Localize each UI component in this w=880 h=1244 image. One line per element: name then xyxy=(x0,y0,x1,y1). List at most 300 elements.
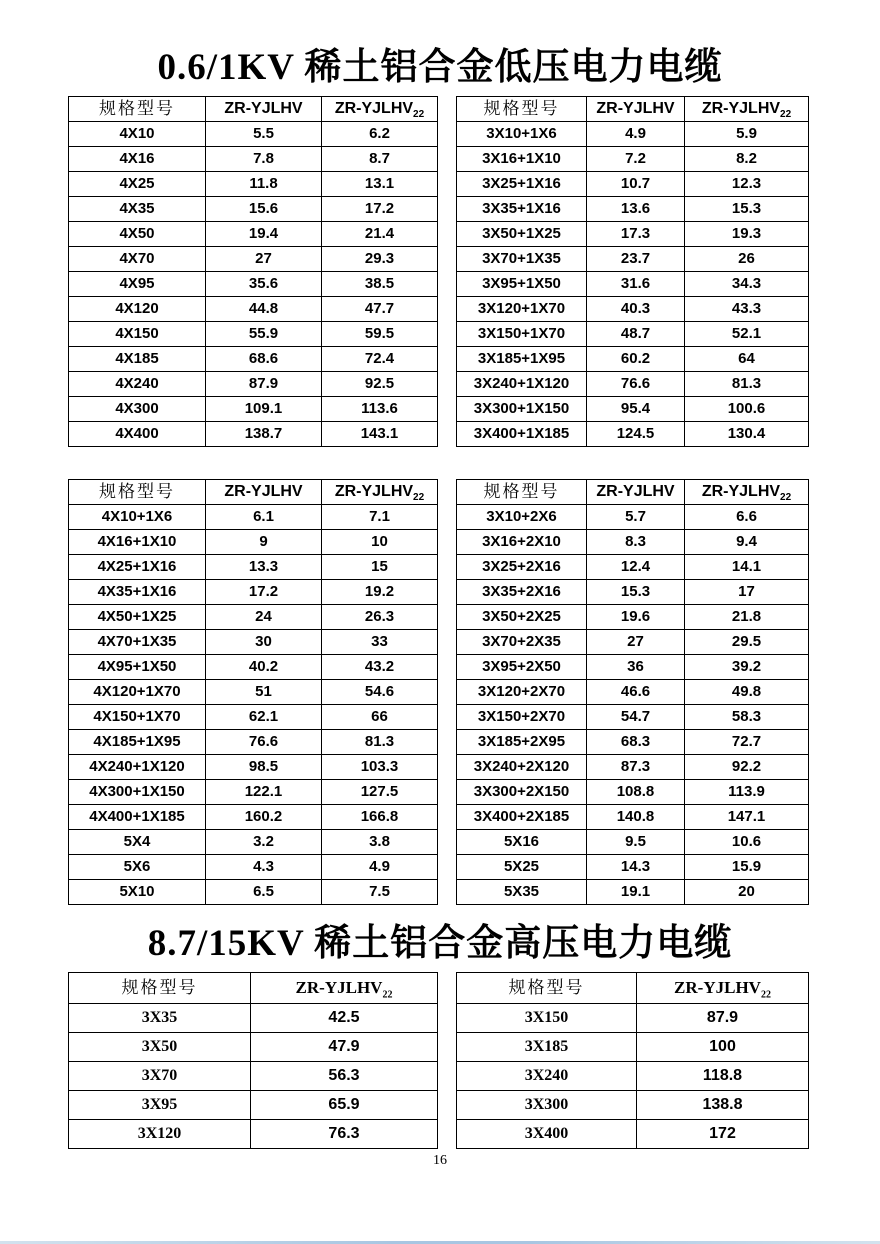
spec-cell: 3X300+2X150 xyxy=(457,780,587,805)
value-cell: 7.1 xyxy=(322,505,438,530)
spec-cell: 5X6 xyxy=(69,855,206,880)
table-row xyxy=(457,605,809,630)
value-cell: 5.5 xyxy=(206,122,322,147)
value-cell: 29.5 xyxy=(685,630,809,655)
spec-cell: 4X50+1X25 xyxy=(69,605,206,630)
table-row xyxy=(457,222,809,247)
value-cell: 100.6 xyxy=(685,397,809,422)
table-row xyxy=(457,1062,809,1091)
zr-yjlhv22-subscript: 22 xyxy=(780,492,792,504)
value-cell: 15.9 xyxy=(685,855,809,880)
value-cell: 13.1 xyxy=(322,172,438,197)
value-cell: 6.2 xyxy=(322,122,438,147)
value-cell: 130.4 xyxy=(685,422,809,447)
value-cell: 15.3 xyxy=(587,580,685,605)
table-row xyxy=(457,322,809,347)
zr-yjlhv-header: ZR-YJLHV xyxy=(587,97,685,122)
value-cell: 109.1 xyxy=(206,397,322,422)
value-cell: 6.5 xyxy=(206,880,322,905)
spec-cell: 3X400 xyxy=(457,1120,637,1149)
spec-cell: 4X70+1X35 xyxy=(69,630,206,655)
table-row xyxy=(69,680,438,705)
value-cell: 8.7 xyxy=(322,147,438,172)
value-cell: 138.7 xyxy=(206,422,322,447)
zr-yjlhv22-header xyxy=(322,480,438,505)
table-row xyxy=(69,322,438,347)
table-lv-4plus1-5core xyxy=(68,479,438,905)
spec-header: 规格型号 xyxy=(69,480,206,505)
value-cell: 31.6 xyxy=(587,272,685,297)
page-number: 16 xyxy=(433,1153,447,1168)
value-cell: 76.3 xyxy=(251,1120,438,1149)
table-row xyxy=(69,247,438,272)
value-cell: 29.3 xyxy=(322,247,438,272)
spec-cell: 3X35 xyxy=(69,1004,251,1033)
table-row xyxy=(457,530,809,555)
table-row xyxy=(69,347,438,372)
spec-cell: 3X120 xyxy=(69,1120,251,1149)
value-cell: 58.3 xyxy=(685,705,809,730)
spec-cell: 3X70 xyxy=(69,1062,251,1091)
value-cell: 172 xyxy=(637,1120,809,1149)
table-row xyxy=(69,580,438,605)
spec-cell: 4X400 xyxy=(69,422,206,447)
table-row xyxy=(457,830,809,855)
value-cell: 87.9 xyxy=(206,372,322,397)
value-cell: 122.1 xyxy=(206,780,322,805)
spec-cell: 3X240+2X120 xyxy=(457,755,587,780)
value-cell: 19.4 xyxy=(206,222,322,247)
value-cell: 39.2 xyxy=(685,655,809,680)
spec-cell: 4X240 xyxy=(69,372,206,397)
table-row xyxy=(69,805,438,830)
table-row xyxy=(457,147,809,172)
table-row xyxy=(457,1091,809,1120)
table-row xyxy=(457,197,809,222)
value-cell: 36 xyxy=(587,655,685,680)
value-cell: 10.7 xyxy=(587,172,685,197)
value-cell: 64 xyxy=(685,347,809,372)
table-row xyxy=(457,730,809,755)
spec-cell: 4X10+1X6 xyxy=(69,505,206,530)
table-lv-3plus2-5core xyxy=(456,479,809,905)
value-cell: 15.6 xyxy=(206,197,322,222)
zr-yjlhv22-base: ZR-YJLHV xyxy=(701,483,781,500)
table-row xyxy=(457,555,809,580)
zr-yjlhv22-header xyxy=(322,97,438,122)
table-row xyxy=(457,855,809,880)
value-cell: 14.3 xyxy=(587,855,685,880)
value-cell: 27 xyxy=(587,630,685,655)
table-row xyxy=(69,297,438,322)
spec-cell: 3X16+2X10 xyxy=(457,530,587,555)
spec-cell: 4X95+1X50 xyxy=(69,655,206,680)
value-cell: 19.2 xyxy=(322,580,438,605)
value-cell: 21.4 xyxy=(322,222,438,247)
spec-cell: 3X95 xyxy=(69,1091,251,1120)
table-row xyxy=(69,630,438,655)
spec-cell: 4X70 xyxy=(69,247,206,272)
value-cell: 40.3 xyxy=(587,297,685,322)
zr-yjlhv-header: ZR-YJLHV xyxy=(587,480,685,505)
table-row xyxy=(69,730,438,755)
value-cell: 19.6 xyxy=(587,605,685,630)
value-cell: 127.5 xyxy=(322,780,438,805)
value-cell: 143.1 xyxy=(322,422,438,447)
spec-cell: 4X16 xyxy=(69,147,206,172)
spec-cell: 3X25+1X16 xyxy=(457,172,587,197)
spec-cell: 3X10+1X6 xyxy=(457,122,587,147)
table-row xyxy=(457,880,809,905)
value-cell: 113.9 xyxy=(685,780,809,805)
header-row xyxy=(69,480,438,505)
spec-cell: 4X35+1X16 xyxy=(69,580,206,605)
zr-yjlhv22-base: ZR-YJLHV xyxy=(334,483,414,500)
table-row xyxy=(69,1091,438,1120)
value-cell: 147.1 xyxy=(685,805,809,830)
spec-cell: 4X50 xyxy=(69,222,206,247)
value-cell: 12.3 xyxy=(685,172,809,197)
value-cell: 6.6 xyxy=(685,505,809,530)
value-cell: 166.8 xyxy=(322,805,438,830)
spec-header: 规格型号 xyxy=(457,480,587,505)
value-cell: 76.6 xyxy=(206,730,322,755)
value-cell: 60.2 xyxy=(587,347,685,372)
value-cell: 118.8 xyxy=(637,1062,809,1091)
spec-cell: 5X4 xyxy=(69,830,206,855)
table-row xyxy=(69,172,438,197)
value-cell: 65.9 xyxy=(251,1091,438,1120)
table-row xyxy=(69,1033,438,1062)
value-cell: 7.2 xyxy=(587,147,685,172)
value-cell: 95.4 xyxy=(587,397,685,422)
table-row xyxy=(69,397,438,422)
table-row xyxy=(457,630,809,655)
value-cell: 21.8 xyxy=(685,605,809,630)
spec-cell: 3X300+1X150 xyxy=(457,397,587,422)
value-cell: 3.8 xyxy=(322,830,438,855)
spec-cell: 3X400+2X185 xyxy=(457,805,587,830)
spec-cell: 4X185 xyxy=(69,347,206,372)
value-cell: 140.8 xyxy=(587,805,685,830)
zr-yjlhv-header: ZR-YJLHV xyxy=(206,480,322,505)
spec-cell: 3X16+1X10 xyxy=(457,147,587,172)
value-cell: 100 xyxy=(637,1033,809,1062)
spec-header: 规格型号 xyxy=(69,97,206,122)
zr-yjlhv-header: ZR-YJLHV xyxy=(206,97,322,122)
value-cell: 42.5 xyxy=(251,1004,438,1033)
value-cell: 10.6 xyxy=(685,830,809,855)
zr-yjlhv22-subscript: 22 xyxy=(413,492,425,504)
spec-cell: 3X240+1X120 xyxy=(457,372,587,397)
spec-cell: 4X185+1X95 xyxy=(69,730,206,755)
spec-cell: 3X300 xyxy=(457,1091,637,1120)
table-row xyxy=(69,880,438,905)
table-row xyxy=(457,655,809,680)
value-cell: 20 xyxy=(685,880,809,905)
table-hv-left xyxy=(68,972,438,1149)
value-cell: 124.5 xyxy=(587,422,685,447)
table-row xyxy=(69,855,438,880)
zr-yjlhv22-header xyxy=(251,973,438,1004)
zr-yjlhv22-header xyxy=(685,97,809,122)
zr-yjlhv22-header xyxy=(685,480,809,505)
value-cell: 81.3 xyxy=(322,730,438,755)
value-cell: 33 xyxy=(322,630,438,655)
table-row xyxy=(69,272,438,297)
value-cell: 38.5 xyxy=(322,272,438,297)
value-cell: 14.1 xyxy=(685,555,809,580)
value-cell: 51 xyxy=(206,680,322,705)
table-row xyxy=(69,780,438,805)
value-cell: 4.3 xyxy=(206,855,322,880)
zr-yjlhv22-header xyxy=(637,973,809,1004)
spec-cell: 4X300+1X150 xyxy=(69,780,206,805)
table-row xyxy=(69,122,438,147)
spec-cell: 5X10 xyxy=(69,880,206,905)
table-row xyxy=(69,372,438,397)
table-row xyxy=(457,780,809,805)
section1-title: 0.6/1KV 稀土铝合金低压电力电缆 xyxy=(157,47,723,88)
table-row xyxy=(457,505,809,530)
value-cell: 8.3 xyxy=(587,530,685,555)
table-row xyxy=(457,172,809,197)
spec-cell: 4X240+1X120 xyxy=(69,755,206,780)
zr-yjlhv22-subscript: 22 xyxy=(780,109,792,121)
value-cell: 30 xyxy=(206,630,322,655)
table-row xyxy=(69,197,438,222)
spec-cell: 4X25 xyxy=(69,172,206,197)
value-cell: 7.8 xyxy=(206,147,322,172)
table-row xyxy=(69,555,438,580)
table-lv-4core xyxy=(68,96,438,447)
value-cell: 13.3 xyxy=(206,555,322,580)
table-row xyxy=(457,1004,809,1033)
table-row xyxy=(69,1062,438,1091)
value-cell: 12.4 xyxy=(587,555,685,580)
value-cell: 138.8 xyxy=(637,1091,809,1120)
table-row xyxy=(457,1033,809,1062)
spec-cell: 3X185+1X95 xyxy=(457,347,587,372)
value-cell: 43.3 xyxy=(685,297,809,322)
value-cell: 62.1 xyxy=(206,705,322,730)
value-cell: 113.6 xyxy=(322,397,438,422)
value-cell: 49.8 xyxy=(685,680,809,705)
spec-header: 规格型号 xyxy=(457,973,637,1004)
spec-cell: 3X35+2X16 xyxy=(457,580,587,605)
value-cell: 76.6 xyxy=(587,372,685,397)
table-row xyxy=(69,1120,438,1149)
table-row xyxy=(457,680,809,705)
zr-yjlhv22-base: ZR-YJLHV xyxy=(295,978,383,997)
table-row xyxy=(457,755,809,780)
spec-cell: 5X25 xyxy=(457,855,587,880)
hv-tables-row xyxy=(68,972,809,1149)
value-cell: 59.5 xyxy=(322,322,438,347)
spec-cell: 3X150+1X70 xyxy=(457,322,587,347)
header-row xyxy=(457,97,809,122)
value-cell: 68.6 xyxy=(206,347,322,372)
spec-cell: 3X50+1X25 xyxy=(457,222,587,247)
value-cell: 15 xyxy=(322,555,438,580)
lv-tables-row-2 xyxy=(68,479,809,905)
spec-cell: 4X150 xyxy=(69,322,206,347)
spec-cell: 3X185+2X95 xyxy=(457,730,587,755)
table-row xyxy=(457,580,809,605)
zr-yjlhv22-base: ZR-YJLHV xyxy=(674,978,761,997)
table-row xyxy=(457,805,809,830)
spec-cell: 3X120+1X70 xyxy=(457,297,587,322)
table-row xyxy=(69,530,438,555)
value-cell: 103.3 xyxy=(322,755,438,780)
value-cell: 34.3 xyxy=(685,272,809,297)
table-row xyxy=(69,830,438,855)
value-cell: 26.3 xyxy=(322,605,438,630)
value-cell: 55.9 xyxy=(206,322,322,347)
value-cell: 24 xyxy=(206,605,322,630)
spec-cell: 3X400+1X185 xyxy=(457,422,587,447)
value-cell: 7.5 xyxy=(322,880,438,905)
table-row xyxy=(457,272,809,297)
spec-cell: 4X400+1X185 xyxy=(69,805,206,830)
spec-cell: 3X185 xyxy=(457,1033,637,1062)
value-cell: 108.8 xyxy=(587,780,685,805)
value-cell: 27 xyxy=(206,247,322,272)
table-row xyxy=(457,122,809,147)
value-cell: 15.3 xyxy=(685,197,809,222)
table-row xyxy=(457,297,809,322)
value-cell: 19.3 xyxy=(685,222,809,247)
value-cell: 17 xyxy=(685,580,809,605)
value-cell: 9.4 xyxy=(685,530,809,555)
spec-cell: 3X95+2X50 xyxy=(457,655,587,680)
value-cell: 40.2 xyxy=(206,655,322,680)
spec-cell: 3X50+2X25 xyxy=(457,605,587,630)
spec-cell: 4X120 xyxy=(69,297,206,322)
spec-cell: 3X10+2X6 xyxy=(457,505,587,530)
spec-cell: 4X10 xyxy=(69,122,206,147)
value-cell: 3.2 xyxy=(206,830,322,855)
zr-yjlhv22-subscript: 22 xyxy=(760,989,771,1001)
value-cell: 35.6 xyxy=(206,272,322,297)
table-row xyxy=(69,222,438,247)
spec-cell: 5X16 xyxy=(457,830,587,855)
spec-cell: 4X95 xyxy=(69,272,206,297)
value-cell: 54.6 xyxy=(322,680,438,705)
spec-cell: 3X35+1X16 xyxy=(457,197,587,222)
value-cell: 17.2 xyxy=(322,197,438,222)
value-cell: 87.9 xyxy=(637,1004,809,1033)
value-cell: 6.1 xyxy=(206,505,322,530)
value-cell: 10 xyxy=(322,530,438,555)
spec-cell: 3X120+2X70 xyxy=(457,680,587,705)
spec-cell: 3X150 xyxy=(457,1004,637,1033)
table-lv-3plus1 xyxy=(456,96,809,447)
value-cell: 11.8 xyxy=(206,172,322,197)
value-cell: 92.5 xyxy=(322,372,438,397)
zr-yjlhv22-base: ZR-YJLHV xyxy=(334,100,414,117)
table-row xyxy=(69,422,438,447)
value-cell: 160.2 xyxy=(206,805,322,830)
value-cell: 56.3 xyxy=(251,1062,438,1091)
value-cell: 17.3 xyxy=(587,222,685,247)
value-cell: 8.2 xyxy=(685,147,809,172)
spec-cell: 3X240 xyxy=(457,1062,637,1091)
value-cell: 46.6 xyxy=(587,680,685,705)
value-cell: 23.7 xyxy=(587,247,685,272)
value-cell: 92.2 xyxy=(685,755,809,780)
zr-yjlhv22-subscript: 22 xyxy=(413,109,425,121)
value-cell: 9.5 xyxy=(587,830,685,855)
zr-yjlhv22-base: ZR-YJLHV xyxy=(701,100,781,117)
value-cell: 5.7 xyxy=(587,505,685,530)
header-row xyxy=(457,973,809,1004)
table-row xyxy=(457,397,809,422)
zr-yjlhv22-subscript: 22 xyxy=(382,989,393,1001)
value-cell: 44.8 xyxy=(206,297,322,322)
header-row xyxy=(69,97,438,122)
spec-cell: 5X35 xyxy=(457,880,587,905)
value-cell: 54.7 xyxy=(587,705,685,730)
value-cell: 66 xyxy=(322,705,438,730)
table-row xyxy=(457,1120,809,1149)
table-row xyxy=(69,705,438,730)
table-hv-right xyxy=(456,972,809,1149)
value-cell: 72.4 xyxy=(322,347,438,372)
spec-cell: 3X95+1X50 xyxy=(457,272,587,297)
spec-cell: 4X16+1X10 xyxy=(69,530,206,555)
table-row xyxy=(69,505,438,530)
table-row xyxy=(457,247,809,272)
value-cell: 13.6 xyxy=(587,197,685,222)
header-row xyxy=(69,973,438,1004)
header-row xyxy=(457,480,809,505)
spec-cell: 3X25+2X16 xyxy=(457,555,587,580)
table-row xyxy=(69,655,438,680)
spec-cell: 4X300 xyxy=(69,397,206,422)
value-cell: 47.9 xyxy=(251,1033,438,1062)
value-cell: 98.5 xyxy=(206,755,322,780)
value-cell: 4.9 xyxy=(587,122,685,147)
value-cell: 9 xyxy=(206,530,322,555)
table-row xyxy=(457,705,809,730)
table-row xyxy=(457,347,809,372)
table-row xyxy=(457,372,809,397)
spec-header: 规格型号 xyxy=(457,97,587,122)
spec-cell: 4X120+1X70 xyxy=(69,680,206,705)
table-row xyxy=(457,422,809,447)
spec-cell: 4X25+1X16 xyxy=(69,555,206,580)
value-cell: 87.3 xyxy=(587,755,685,780)
lv-tables-row-1 xyxy=(68,96,809,447)
value-cell: 4.9 xyxy=(322,855,438,880)
spec-cell: 4X150+1X70 xyxy=(69,705,206,730)
section2-title: 8.7/15KV 稀土铝合金高压电力电缆 xyxy=(147,923,733,964)
value-cell: 43.2 xyxy=(322,655,438,680)
spec-cell: 3X70+2X35 xyxy=(457,630,587,655)
value-cell: 81.3 xyxy=(685,372,809,397)
value-cell: 48.7 xyxy=(587,322,685,347)
value-cell: 5.9 xyxy=(685,122,809,147)
value-cell: 17.2 xyxy=(206,580,322,605)
value-cell: 47.7 xyxy=(322,297,438,322)
value-cell: 19.1 xyxy=(587,880,685,905)
spec-cell: 3X150+2X70 xyxy=(457,705,587,730)
spec-cell: 3X70+1X35 xyxy=(457,247,587,272)
table-row xyxy=(69,147,438,172)
value-cell: 68.3 xyxy=(587,730,685,755)
spec-header: 规格型号 xyxy=(69,973,251,1004)
